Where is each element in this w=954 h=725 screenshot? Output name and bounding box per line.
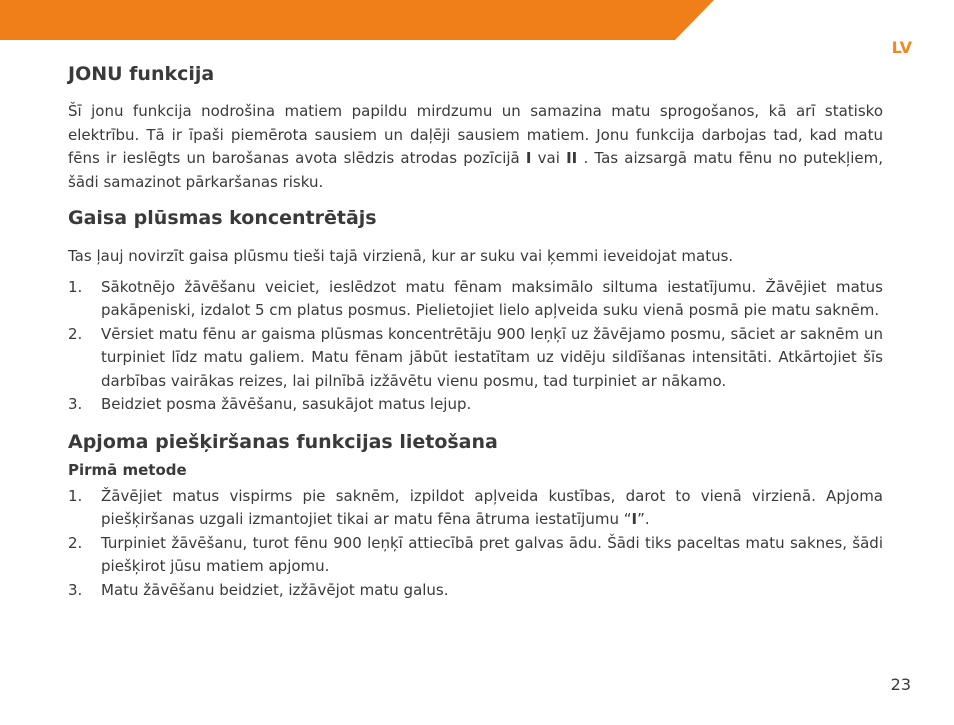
section-title-air-concentrator: Gaisa plūsmas koncentrētājs	[68, 207, 377, 229]
volume-function-steps	[68, 485, 883, 603]
list-item: 2. Turpiniet žāvēšanu, turot fēnu 900 leņķī attiecībā pret galvas ādu. Šādi tiks paceltas matu saknes, šādi piešķirot jūsu matiem apjomu.	[68, 533, 883, 575]
list-item: 2. Vērsiet matu fēnu ar gaisma plūsmas koncentrētāju 900 leņķī uz žāvējamo posmu, sāciet ar saknēm un turpiniet līdz matu galiem. Matu fēnam jābūt iestatītam uz vidēju sildīšanas intensitāti. Atkārtojiet šīs darbības vairākas reizes, lai pilnībā izžāvētu vienu posmu, tad turpiniet ar nākamo.	[68, 324, 883, 390]
list-item: 3. Matu žāvēšanu beidziet, izžāvējot matu galus.	[68, 580, 449, 599]
list-item: 1. Žāvējiet matus vispirms pie saknēm, izpildot apļveida kustības, darot to vienā virzienā. Apjoma piešķiršanas uzgali izmantojiet tikai ar matu fēna ātruma iestatījumu “I”.	[68, 486, 883, 528]
list-item: 3. Beidziet posma žāvēšanu, sasukājot matus lejup.	[68, 395, 472, 413]
section-title-volume-function: Apjoma piešķiršanas funkcijas lietošana	[68, 430, 498, 453]
air-concentrator-intro: Tas ļauj novirzīt gaisa plūsmu tieši tajā virzienā, kur ar suku vai ķemmi ieveidojat matus.	[68, 247, 734, 265]
ion-function-paragraph: Šī jonu funkcija nodrošina matiem papildu mirdzumu un samazina matu sprogošanos, kā arī statisko elektrību. Tā ir īpaši piemērota sausiem un daļēji sausiem matiem. Jonu funkcija darbojas tad, kad matu fēns ir ieslēgts un barošanas avota slēdzis atrodas pozīcijā I vai II . Tas aizsargā matu fēnu no putekļiem, šādi samazinot pārkaršanas risku.	[68, 102, 883, 191]
air-concentrator-steps	[68, 276, 883, 417]
subsection-title-first-method: Pirmā metode	[68, 460, 187, 479]
section-title-ion-function: JONU funkcija	[68, 63, 215, 85]
list-item: 1. Sākotnējo žāvēšanu veiciet, ieslēdzot matu fēnam maksimālo siltuma iestatījumu. Žāvējiet matus pakāpeniski, izdalot 5 cm platus posmus. Pielietojiet lielo apļveida suku vienā posmā pie matu saknēm.	[68, 277, 883, 319]
header-band	[0, 0, 954, 40]
orange-header-shape	[0, 0, 714, 40]
page-number: 23	[890, 675, 911, 694]
document-content	[68, 60, 883, 602]
language-label: LV	[891, 38, 912, 57]
